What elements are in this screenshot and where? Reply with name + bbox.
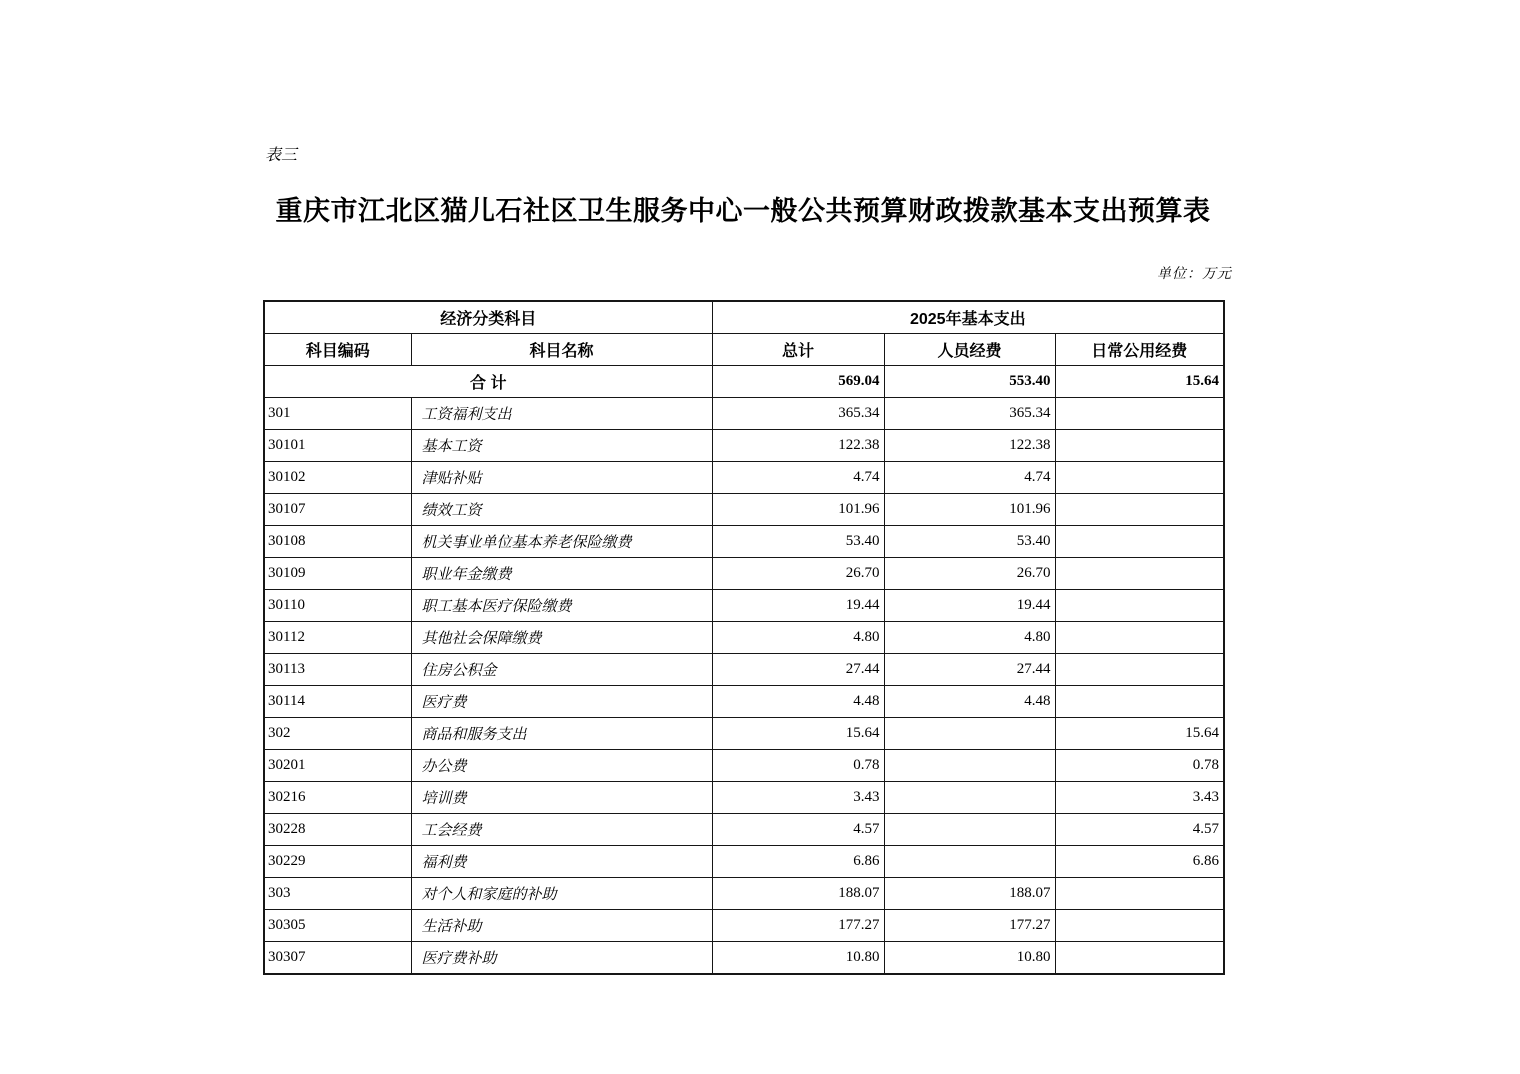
subject-name-cell: 津贴补贴 bbox=[411, 462, 712, 494]
grand-total-label: 合 计 bbox=[264, 366, 712, 398]
total-cell: 6.86 bbox=[712, 846, 884, 878]
subject-code-cell: 30307 bbox=[264, 942, 411, 975]
subject-code-cell: 30102 bbox=[264, 462, 411, 494]
grand-total-row bbox=[264, 366, 1224, 398]
subject-name-cell: 基本工资 bbox=[411, 430, 712, 462]
personnel-funds-cell bbox=[884, 718, 1055, 750]
subject-name-cell: 机关事业单位基本养老保险缴费 bbox=[411, 526, 712, 558]
subject-name-cell: 对个人和家庭的补助 bbox=[411, 878, 712, 910]
personnel-funds-cell: 27.44 bbox=[884, 654, 1055, 686]
total-cell: 4.74 bbox=[712, 462, 884, 494]
total-cell: 0.78 bbox=[712, 750, 884, 782]
daily-public-funds-cell bbox=[1055, 622, 1224, 654]
grand-total-personnel-cell: 553.40 bbox=[884, 366, 1055, 398]
daily-public-funds-cell: 4.57 bbox=[1055, 814, 1224, 846]
total-cell: 53.40 bbox=[712, 526, 884, 558]
daily-public-funds-cell bbox=[1055, 686, 1224, 718]
personnel-funds-cell: 19.44 bbox=[884, 590, 1055, 622]
personnel-funds-cell: 122.38 bbox=[884, 430, 1055, 462]
subject-code-cell: 30201 bbox=[264, 750, 411, 782]
subject-code-cell: 30114 bbox=[264, 686, 411, 718]
subject-name-cell: 职工基本医疗保险缴费 bbox=[411, 590, 712, 622]
subject-code-cell: 30228 bbox=[264, 814, 411, 846]
personnel-funds-cell: 53.40 bbox=[884, 526, 1055, 558]
daily-public-funds-cell bbox=[1055, 942, 1224, 975]
subject-name-cell: 工会经费 bbox=[411, 814, 712, 846]
subject-code-cell: 30109 bbox=[264, 558, 411, 590]
personnel-funds-cell: 101.96 bbox=[884, 494, 1055, 526]
personnel-funds-cell: 4.80 bbox=[884, 622, 1055, 654]
subject-code-cell: 30113 bbox=[264, 654, 411, 686]
header-personnel-funds: 人员经费 bbox=[884, 334, 1055, 366]
total-cell: 26.70 bbox=[712, 558, 884, 590]
subject-code-cell: 301 bbox=[264, 398, 411, 430]
total-cell: 27.44 bbox=[712, 654, 884, 686]
budget-row bbox=[264, 814, 1224, 846]
daily-public-funds-cell bbox=[1055, 526, 1224, 558]
personnel-funds-cell: 188.07 bbox=[884, 878, 1055, 910]
budget-row bbox=[264, 526, 1224, 558]
personnel-funds-cell bbox=[884, 846, 1055, 878]
budget-row bbox=[264, 558, 1224, 590]
personnel-funds-cell bbox=[884, 814, 1055, 846]
header-total: 总计 bbox=[712, 334, 884, 366]
header-basic-expenditure-2025: 2025年基本支出 bbox=[712, 301, 1224, 334]
daily-public-funds-cell: 15.64 bbox=[1055, 718, 1224, 750]
header-columns-row bbox=[264, 334, 1224, 366]
subject-code-cell: 302 bbox=[264, 718, 411, 750]
budget-table bbox=[263, 300, 1225, 975]
subject-code-cell: 30229 bbox=[264, 846, 411, 878]
subject-code-cell: 303 bbox=[264, 878, 411, 910]
daily-public-funds-cell bbox=[1055, 430, 1224, 462]
daily-public-funds-cell bbox=[1055, 494, 1224, 526]
budget-row bbox=[264, 430, 1224, 462]
budget-row bbox=[264, 878, 1224, 910]
personnel-funds-cell: 4.74 bbox=[884, 462, 1055, 494]
personnel-funds-cell: 26.70 bbox=[884, 558, 1055, 590]
daily-public-funds-cell bbox=[1055, 558, 1224, 590]
budget-row bbox=[264, 590, 1224, 622]
header-subject-code: 科目编码 bbox=[264, 334, 411, 366]
total-cell: 101.96 bbox=[712, 494, 884, 526]
subject-code-cell: 30216 bbox=[264, 782, 411, 814]
subject-name-cell: 福利费 bbox=[411, 846, 712, 878]
budget-row bbox=[264, 654, 1224, 686]
total-cell: 4.57 bbox=[712, 814, 884, 846]
budget-row bbox=[264, 910, 1224, 942]
total-cell: 188.07 bbox=[712, 878, 884, 910]
subject-name-cell: 职业年金缴费 bbox=[411, 558, 712, 590]
personnel-funds-cell bbox=[884, 750, 1055, 782]
daily-public-funds-cell bbox=[1055, 654, 1224, 686]
daily-public-funds-cell bbox=[1055, 398, 1224, 430]
subject-code-cell: 30108 bbox=[264, 526, 411, 558]
total-cell: 15.64 bbox=[712, 718, 884, 750]
subject-name-cell: 生活补助 bbox=[411, 910, 712, 942]
personnel-funds-cell: 10.80 bbox=[884, 942, 1055, 975]
header-group-row bbox=[264, 301, 1224, 334]
daily-public-funds-cell: 6.86 bbox=[1055, 846, 1224, 878]
total-cell: 177.27 bbox=[712, 910, 884, 942]
header-economic-classification: 经济分类科目 bbox=[264, 301, 712, 334]
personnel-funds-cell: 365.34 bbox=[884, 398, 1055, 430]
daily-public-funds-cell bbox=[1055, 590, 1224, 622]
total-cell: 19.44 bbox=[712, 590, 884, 622]
subject-code-cell: 30305 bbox=[264, 910, 411, 942]
subject-name-cell: 医疗费补助 bbox=[411, 942, 712, 975]
subject-name-cell: 商品和服务支出 bbox=[411, 718, 712, 750]
subject-code-cell: 30101 bbox=[264, 430, 411, 462]
budget-row bbox=[264, 750, 1224, 782]
subject-name-cell: 绩效工资 bbox=[411, 494, 712, 526]
grand-total-daily-cell: 15.64 bbox=[1055, 366, 1224, 398]
subject-name-cell: 办公费 bbox=[411, 750, 712, 782]
daily-public-funds-cell: 0.78 bbox=[1055, 750, 1224, 782]
subject-name-cell: 医疗费 bbox=[411, 686, 712, 718]
budget-row bbox=[264, 622, 1224, 654]
personnel-funds-cell bbox=[884, 782, 1055, 814]
personnel-funds-cell: 177.27 bbox=[884, 910, 1055, 942]
budget-row bbox=[264, 686, 1224, 718]
budget-row bbox=[264, 398, 1224, 430]
budget-row bbox=[264, 718, 1224, 750]
subject-code-cell: 30107 bbox=[264, 494, 411, 526]
budget-table-header bbox=[264, 301, 1224, 366]
daily-public-funds-cell bbox=[1055, 462, 1224, 494]
subject-name-cell: 培训费 bbox=[411, 782, 712, 814]
table-number-label: 表三 bbox=[265, 147, 298, 164]
daily-public-funds-cell bbox=[1055, 878, 1224, 910]
unit-note: 单位：万元 bbox=[1157, 267, 1232, 282]
subject-name-cell: 住房公积金 bbox=[411, 654, 712, 686]
subject-name-cell: 其他社会保障缴费 bbox=[411, 622, 712, 654]
budget-table-body bbox=[264, 366, 1224, 975]
header-daily-public-funds: 日常公用经费 bbox=[1055, 334, 1224, 366]
page-title: 重庆市江北区猫儿石社区卫生服务中心一般公共预算财政拨款基本支出预算表 bbox=[275, 196, 1211, 226]
total-cell: 3.43 bbox=[712, 782, 884, 814]
subject-name-cell: 工资福利支出 bbox=[411, 398, 712, 430]
grand-total-total-cell: 569.04 bbox=[712, 366, 884, 398]
subject-code-cell: 30110 bbox=[264, 590, 411, 622]
total-cell: 4.80 bbox=[712, 622, 884, 654]
total-cell: 122.38 bbox=[712, 430, 884, 462]
header-subject-name: 科目名称 bbox=[411, 334, 712, 366]
total-cell: 4.48 bbox=[712, 686, 884, 718]
budget-row bbox=[264, 942, 1224, 975]
total-cell: 365.34 bbox=[712, 398, 884, 430]
total-cell: 10.80 bbox=[712, 942, 884, 975]
personnel-funds-cell: 4.48 bbox=[884, 686, 1055, 718]
daily-public-funds-cell: 3.43 bbox=[1055, 782, 1224, 814]
budget-row bbox=[264, 462, 1224, 494]
daily-public-funds-cell bbox=[1055, 910, 1224, 942]
budget-row bbox=[264, 846, 1224, 878]
budget-row bbox=[264, 782, 1224, 814]
budget-row bbox=[264, 494, 1224, 526]
subject-code-cell: 30112 bbox=[264, 622, 411, 654]
